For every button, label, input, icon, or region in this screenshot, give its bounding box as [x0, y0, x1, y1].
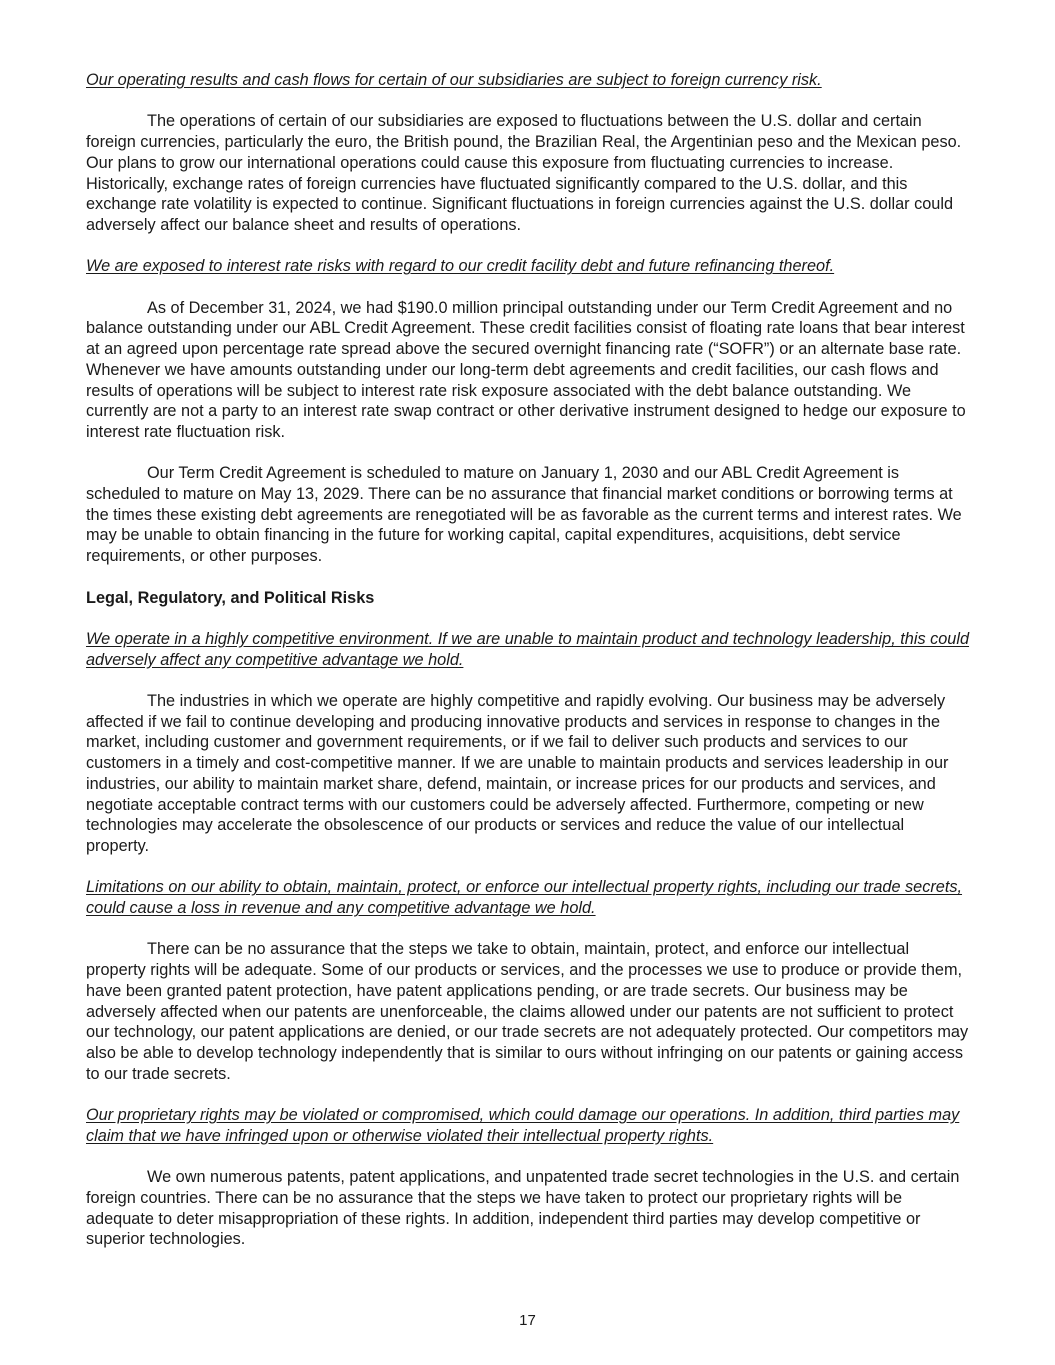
paragraph-debt-maturity: Our Term Credit Agreement is scheduled to mature on January 1, 2030 and our ABL Credit Agreement is scheduled to mature on May 13, 2029. There can be no assurance that financial market conditions or borrowing terms at the times these existing debt agreements are renegotiated will be as favorable as the current terms and interest rates. We may be unable to obtain financing in the future for working capital, capital expenditures, acquisitions, debt service requirements, or other purposes. [86, 464, 962, 566]
paragraph-patents: We own numerous patents, patent applications, and unpatented trade secret technologies in the U.S. and certain foreign countries. There can be no assurance that the steps we have taken to protect our proprietary rights will be adequate to deter misappropriation of these rights. In addition, independent third parties may develop competitive or superior technologies. [86, 1168, 960, 1249]
section-heading-legal-regulatory: Legal, Regulatory, and Political Risks [86, 588, 375, 607]
risk-factor-title-foreign-currency: Our operating results and cash flows for certain of our subsidiaries are subject to foreign currency risk. [86, 71, 822, 89]
risk-factor-title-ip-limitations: Limitations on our ability to obtain, maintain, protect, or enforce our intellectual property rights, including our trade secrets, could cause a loss in revenue and any competitive advantage we hold. [86, 878, 963, 917]
document-page [86, 70, 971, 1271]
risk-factor-title-proprietary-rights: Our proprietary rights may be violated or compromised, which could damage our operations. In addition, third parties may claim that we have infringed upon or otherwise violated their intellectual property rights. [86, 1106, 960, 1145]
paragraph-credit-facilities: As of December 31, 2024, we had $190.0 million principal outstanding under our Term Credit Agreement and no balance outstanding under our ABL Credit Agreement. These credit facilities consist of floating rate loans that bear interest at an agreed upon percentage rate spread above the secured overnight financing rate (“SOFR”) or an alternate base rate. Whenever we have amounts outstanding under our long-term debt agreements and credit facilities, our cash flows and results of operations will be subject to interest rate risk exposure associated with the debt balance outstanding. We currently are not a party to an interest rate swap contract or other derivative instrument designed to hedge our exposure to interest rate fluctuation risk. [86, 298, 966, 441]
paragraph-competition: The industries in which we operate are highly competitive and rapidly evolving. Our business may be adversely affected if we fail to continue developing and producing innovative products and services in response to changes in the market, including customer and government requirements, or if we fail to deliver such products and services to our customers in a timely and cost-competitive manner. If we are unable to maintain products and services leadership in our industries, our ability to maintain market share, defend, maintain, or increase prices for our products and services, and negotiate acceptable contract terms with our customers could be adversely affected. Furthermore, competing or new technologies may accelerate the obsolescence of our products or services and reduce the value of our intellectual property. [86, 691, 949, 855]
risk-factor-title-competition: We operate in a highly competitive environment. If we are unable to maintain product and technology leadership, this could adversely affect any competitive advantage we hold. [86, 629, 970, 669]
paragraph-foreign-currency: The operations of certain of our subsidiaries are exposed to fluctuations between the U.S. dollar and certain foreign currencies, particularly the euro, the British pound, the Brazilian Real, the Argentinian peso and the Mexican peso. Our plans to grow our international operations could cause this exposure from fluctuating currencies to increase. Historically, exchange rates of foreign currencies have fluctuated significantly compared to the U.S. dollar, and this exchange rate volatility is expected to continue. Significant fluctuations in foreign currencies against the U.S. dollar could adversely affect our balance sheet and results of operations. [86, 112, 962, 234]
paragraph-ip-protection: There can be no assurance that the steps we take to obtain, maintain, protect, and enforce our intellectual property rights will be adequate. Some of our products or services, and the processes we use to produce or provide them, have been granted patent protection, have patent applications pending, or are trade secrets. Our business may be adversely affected when our patents are unenforceable, the claims allowed under our patents are not sufficient to protect our technology, our patent applications are denied, or our trade secrets are not adequately protected. Our competitors may also be able to develop technology independently that is similar to ours without infringing on our patents or gaining access to our trade secrets. [86, 940, 969, 1083]
page-number: 17 [519, 1312, 536, 1329]
risk-factor-title-interest-rate: We are exposed to interest rate risks with regard to our credit facility debt and future refinancing thereof. [86, 257, 835, 276]
